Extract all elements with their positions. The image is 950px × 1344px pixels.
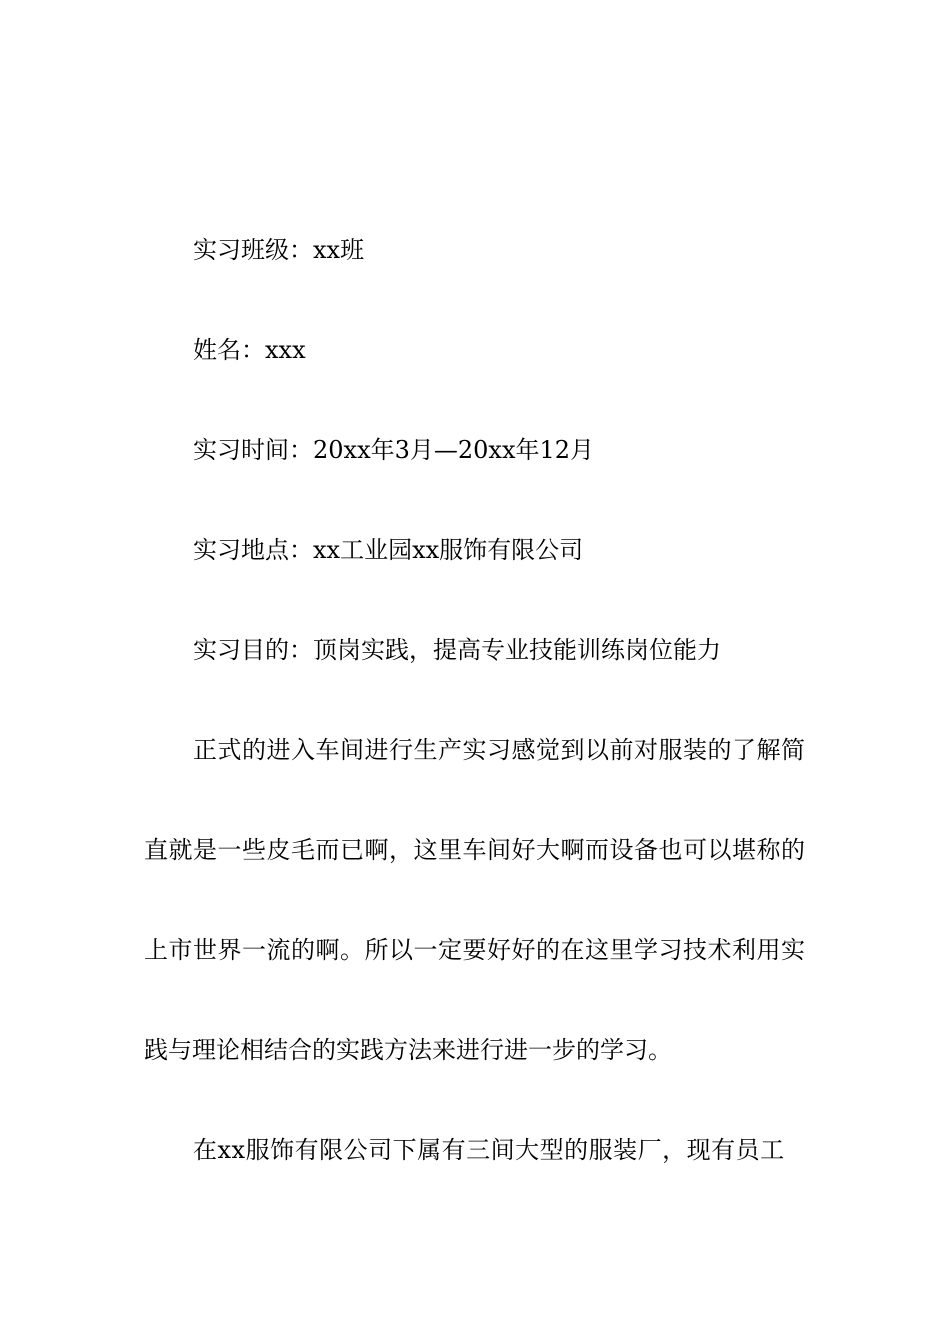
- paragraph-1-line-2: 直就是一些皮毛而已啊，这里车间好大啊而设备也可以堪称的: [144, 836, 806, 864]
- paragraph-1-line-1: 正式的进入车间进行生产实习感觉到以前对服装的了解简: [193, 736, 806, 764]
- paragraph-1-line-4: 践与理论相结合的实践方法来进行进一步的学习。: [144, 1036, 672, 1064]
- info-name: 姓名：xxx: [193, 336, 306, 364]
- paragraph-1-line-3: 上市世界一流的啊。所以一定要好好的在这里学习技术利用实: [144, 936, 806, 964]
- info-class: 实习班级：xx班: [193, 236, 365, 264]
- info-place: 实习地点：xx工业园xx服饰有限公司: [193, 536, 584, 564]
- info-purpose: 实习目的：顶岗实践，提高专业技能训练岗位能力: [193, 636, 721, 664]
- paragraph-2-line-1: 在xx服饰有限公司下属有三间大型的服装厂，现有员工: [193, 1136, 785, 1164]
- info-time: 实习时间：20xx年3月—20xx年12月: [193, 436, 595, 464]
